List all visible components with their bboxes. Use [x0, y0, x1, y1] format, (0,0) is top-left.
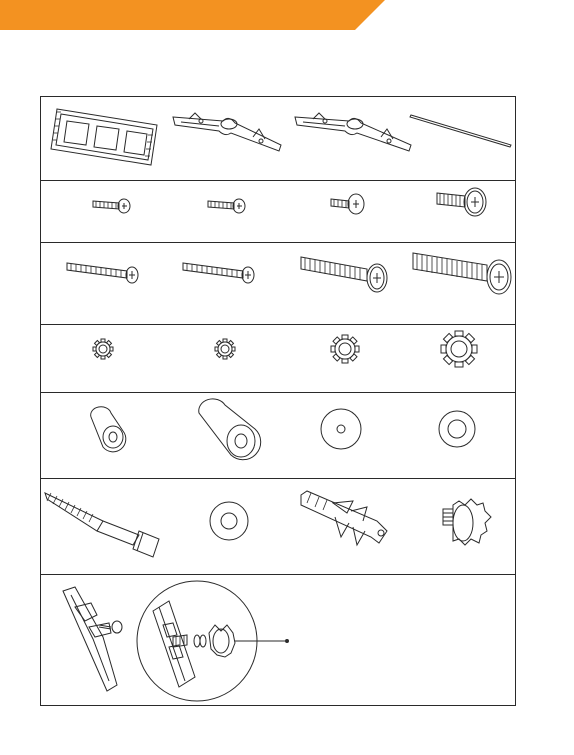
- rod-icon: [409, 113, 513, 149]
- screw-small-icon: [206, 195, 250, 215]
- lag-bolt-icon: [43, 487, 161, 559]
- assembly-detail-illustration: [45, 577, 345, 705]
- assembly-row: [41, 575, 515, 707]
- long-screw-thickest-icon: [411, 247, 515, 303]
- long-screw-icon: [65, 257, 141, 287]
- lock-washer-small-icon: [213, 337, 237, 361]
- anchors-row: [41, 479, 515, 575]
- accent-banner: [0, 0, 385, 30]
- wall-plate-icon: [47, 105, 159, 169]
- screw-small-wide-head-icon: [329, 191, 369, 217]
- spacer-tall-icon: [195, 399, 261, 461]
- long-screw-thick-icon: [299, 251, 391, 299]
- lock-washer-medium-icon: [329, 333, 361, 365]
- tv-bracket-arm-icon: [293, 107, 413, 157]
- lock-washers-row: [41, 325, 515, 393]
- parts-grid: [40, 96, 516, 706]
- long-screws-row: [41, 243, 515, 325]
- flat-washer-icon: [205, 497, 253, 545]
- screw-short-large-icon: [435, 185, 491, 219]
- short-screws-row: [41, 181, 515, 243]
- tv-bracket-arm-icon: [171, 107, 283, 157]
- lock-washer-small-icon: [91, 337, 115, 361]
- flat-washer-medium-icon: [435, 407, 479, 451]
- safety-knob-icon: [439, 489, 493, 555]
- lock-washer-large-icon: [439, 329, 479, 369]
- flat-washer-large-icon: [317, 405, 365, 453]
- spacers-row: [41, 393, 515, 479]
- spacer-short-icon: [85, 407, 129, 455]
- wall-anchor-icon: [297, 487, 393, 559]
- brackets-row: [41, 97, 515, 181]
- screw-small-icon: [91, 195, 135, 215]
- long-screw-icon: [181, 257, 257, 287]
